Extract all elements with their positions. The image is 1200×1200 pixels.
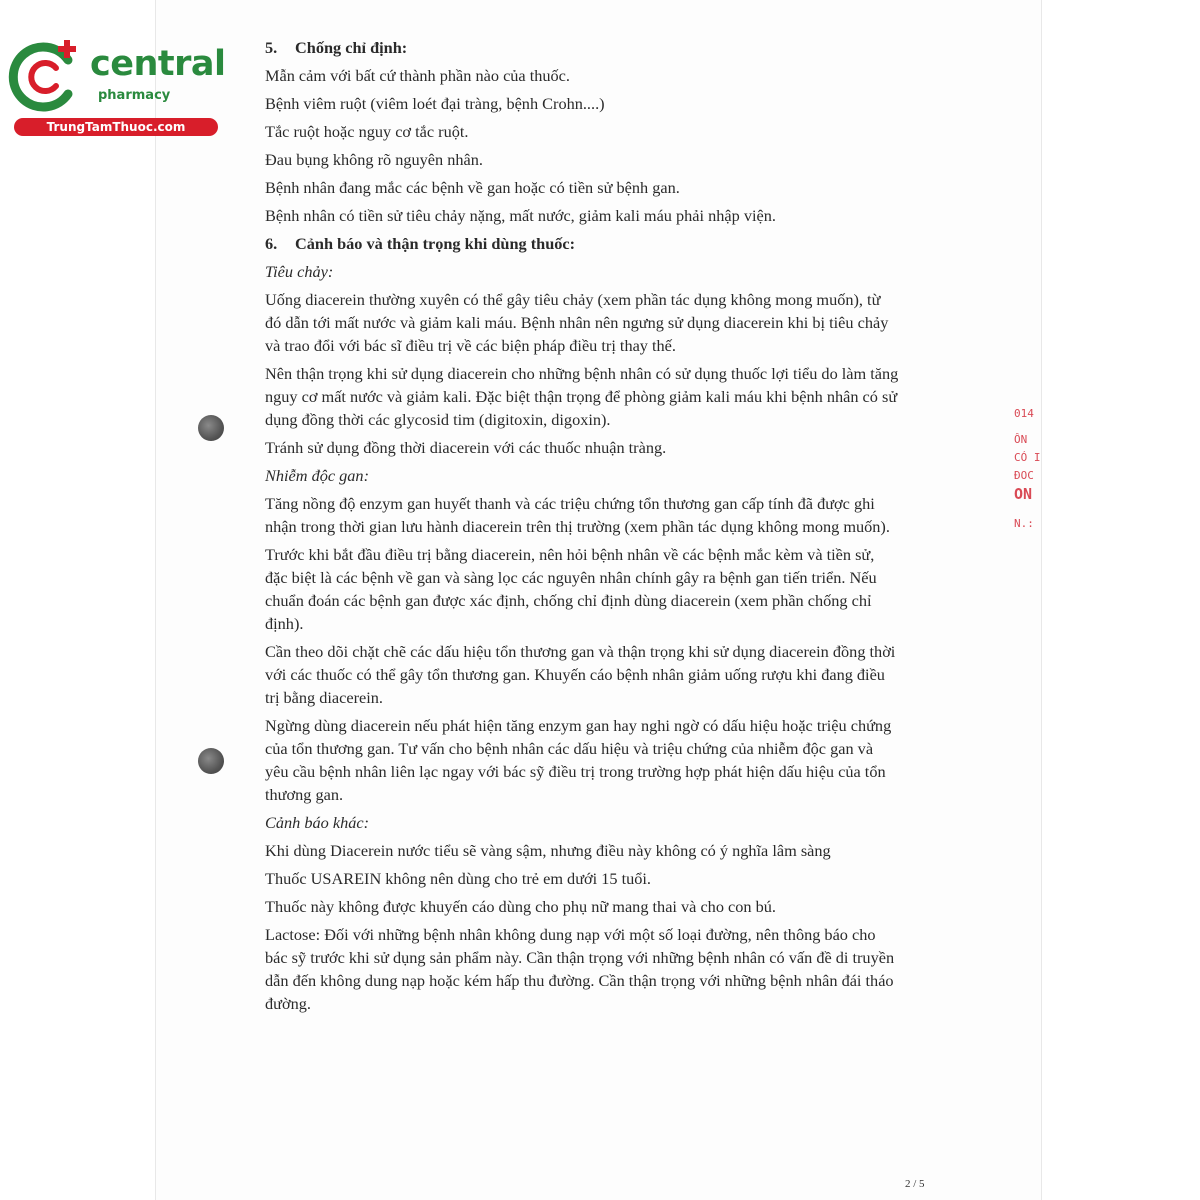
punch-hole-bottom <box>198 748 224 774</box>
paragraph-line: bác sỹ trước khi sử dụng sản phẩm này. Cần thận trọng với những bệnh nhân có vấn đề di truyền <box>265 948 895 967</box>
contraindication-item: Bệnh nhân có tiền sử tiêu chảy nặng, mất nước, giảm kali máu phải nhập viện. <box>265 206 776 225</box>
section-heading-5 <box>265 36 955 59</box>
section-heading-6 <box>265 232 955 255</box>
paragraph <box>265 436 955 459</box>
paragraph-line: trị bằng diacerein. <box>265 688 383 707</box>
punch-hole-top <box>198 415 224 441</box>
paragraph-line: đường. <box>265 994 311 1013</box>
paragraph <box>265 714 955 806</box>
paragraph <box>265 895 955 918</box>
paragraph-line: Ngừng dùng diacerein nếu phát hiện tăng enzym gan hay nghi ngờ có dấu hiệu hoặc triệu chứng <box>265 716 892 735</box>
paragraph-line: của tổn thương gan. Tư vấn cho bệnh nhân các dấu hiệu và triệu chứng của nhiễm độc gan và <box>265 739 874 758</box>
paragraph-line: đặc biệt là các bệnh về gan và sàng lọc các nguyên nhân chính gây ra bệnh gan tiến triển. Nếu <box>265 568 877 587</box>
document-content <box>265 36 955 1015</box>
paragraph <box>265 492 955 538</box>
paragraph-line: Uống diacerein thường xuyên có thể gây tiêu chảy (xem phần tác dụng không mong muốn), từ <box>265 290 881 309</box>
paragraph-line: dẫn đến không dung nạp hoặc kém hấp thu đường. Cần thận trọng với những bệnh nhân đái tháo <box>265 971 894 990</box>
paragraph-line: nhận trong thời gian lưu hành diacerein trên thị trường (xem phần tác dụng không mong muốn). <box>265 517 890 536</box>
stamp-text-3: CÓ I <box>1014 451 1041 464</box>
paragraph-line: Lactose: Đối với những bệnh nhân không dung nạp với một số loại đường, nên thông báo cho <box>265 925 876 944</box>
stamp-text-2: ÔN <box>1014 433 1028 446</box>
paragraph <box>265 543 955 635</box>
paragraph-line: Cần theo dõi chặt chẽ các dấu hiệu tổn thương gan và thận trọng khi sử dụng diacerein đồng thời <box>265 642 896 661</box>
paragraph <box>265 640 955 709</box>
paragraph-line: và trao đổi với bác sĩ điều trị về các biện pháp điều trị thay thế. <box>265 336 676 355</box>
paragraph-line: Thuốc USAREIN không nên dùng cho trẻ em dưới 15 tuổi. <box>265 869 651 888</box>
section-number: 6. <box>265 234 278 253</box>
paragraph-line: Thuốc này không được khuyến cáo dùng cho phụ nữ mang thai và cho con bú. <box>265 897 776 916</box>
paragraph <box>265 867 955 890</box>
logo-brand-text: central <box>90 44 226 84</box>
contraindication-item: Đau bụng không rõ nguyên nhân. <box>265 150 483 169</box>
paragraph <box>265 839 955 862</box>
section-title: Cảnh báo và thận trọng khi dùng thuốc: <box>295 234 576 253</box>
stamp-text-1: 014 <box>1014 407 1034 420</box>
paragraph <box>265 923 955 1015</box>
stamp-text-6: N.: <box>1014 517 1034 530</box>
paragraph-line: chuẩn đoán các bệnh gan được xác định, chống chỉ định dùng diacerein (xem phần chống chỉ <box>265 591 872 610</box>
stamp-fragment <box>1014 405 1042 565</box>
stamp-text-5: ON <box>1014 485 1033 503</box>
paragraph-line: Tăng nồng độ enzym gan huyết thanh và các triệu chứng tổn thương gan cấp tính đã được ghi <box>265 494 875 513</box>
subheading-diarrhea: Tiêu chảy: <box>265 262 334 281</box>
paragraph-line: dụng đồng thời các glycosid tim (digitoxin, digoxin). <box>265 410 611 429</box>
contraindication-item: Mẫn cảm với bất cứ thành phần nào của thuốc. <box>265 66 570 85</box>
logo-mark-icon <box>8 38 90 116</box>
paragraph-line: thương gan. <box>265 785 344 804</box>
paragraph-line: định). <box>265 614 304 633</box>
contraindication-item: Bệnh nhân đang mắc các bệnh về gan hoặc có tiền sử bệnh gan. <box>265 178 680 197</box>
contraindication-item: Tắc ruột hoặc nguy cơ tắc ruột. <box>265 122 469 141</box>
paragraph-line: Trước khi bắt đầu điều trị bằng diacerein, nên hỏi bệnh nhân về các bệnh mắc kèm và tiền sử, <box>265 545 875 564</box>
subheading-hepatotoxicity: Nhiễm độc gan: <box>265 466 369 485</box>
paragraph-line: Khi dùng Diacerein nước tiểu sẽ vàng sậm, nhưng điều này không có ý nghĩa lâm sàng <box>265 841 831 860</box>
paragraph-line: Nên thận trọng khi sử dụng diacerein cho những bệnh nhân có sử dụng thuốc lợi tiểu do làm tăng <box>265 364 899 383</box>
contraindication-item: Bệnh viêm ruột (viêm loét đại tràng, bệnh Crohn....) <box>265 94 605 113</box>
central-pharmacy-logo[interactable] <box>8 38 226 138</box>
section-number: 5. <box>265 38 278 57</box>
page-number: 2 / 5 <box>905 1178 925 1190</box>
subheading-other-warnings: Cảnh báo khác: <box>265 813 369 832</box>
logo-site-banner: TrungTamThuoc.com <box>14 118 218 136</box>
paragraph-line: yêu cầu bệnh nhân liên lạc ngay với bác sỹ điều trị trong trường hợp phát hiện dấu hiệu của tổn <box>265 762 886 781</box>
paragraph <box>265 288 955 357</box>
logo-sub-text: pharmacy <box>98 88 171 103</box>
paragraph-line: nguy cơ mất nước và giảm kali. Đặc biệt thận trọng để phòng giảm kali máu khi bệnh nhân có sử <box>265 387 898 406</box>
paragraph-line: Tránh sử dụng đồng thời diacerein với các thuốc nhuận tràng. <box>265 438 667 457</box>
paragraph <box>265 362 955 431</box>
paragraph-line: đó dẫn tới mất nước và giảm kali máu. Bệnh nhân nên ngưng sử dụng diacerein khi bị tiêu chảy <box>265 313 889 332</box>
paragraph-line: với các thuốc có thể gây tổn thương gan. Khuyến cáo bệnh nhân giảm uống rượu khi đang điều <box>265 665 885 684</box>
section-title: Chống chỉ định: <box>295 38 408 57</box>
stamp-text-4: ĐOC <box>1014 469 1034 482</box>
